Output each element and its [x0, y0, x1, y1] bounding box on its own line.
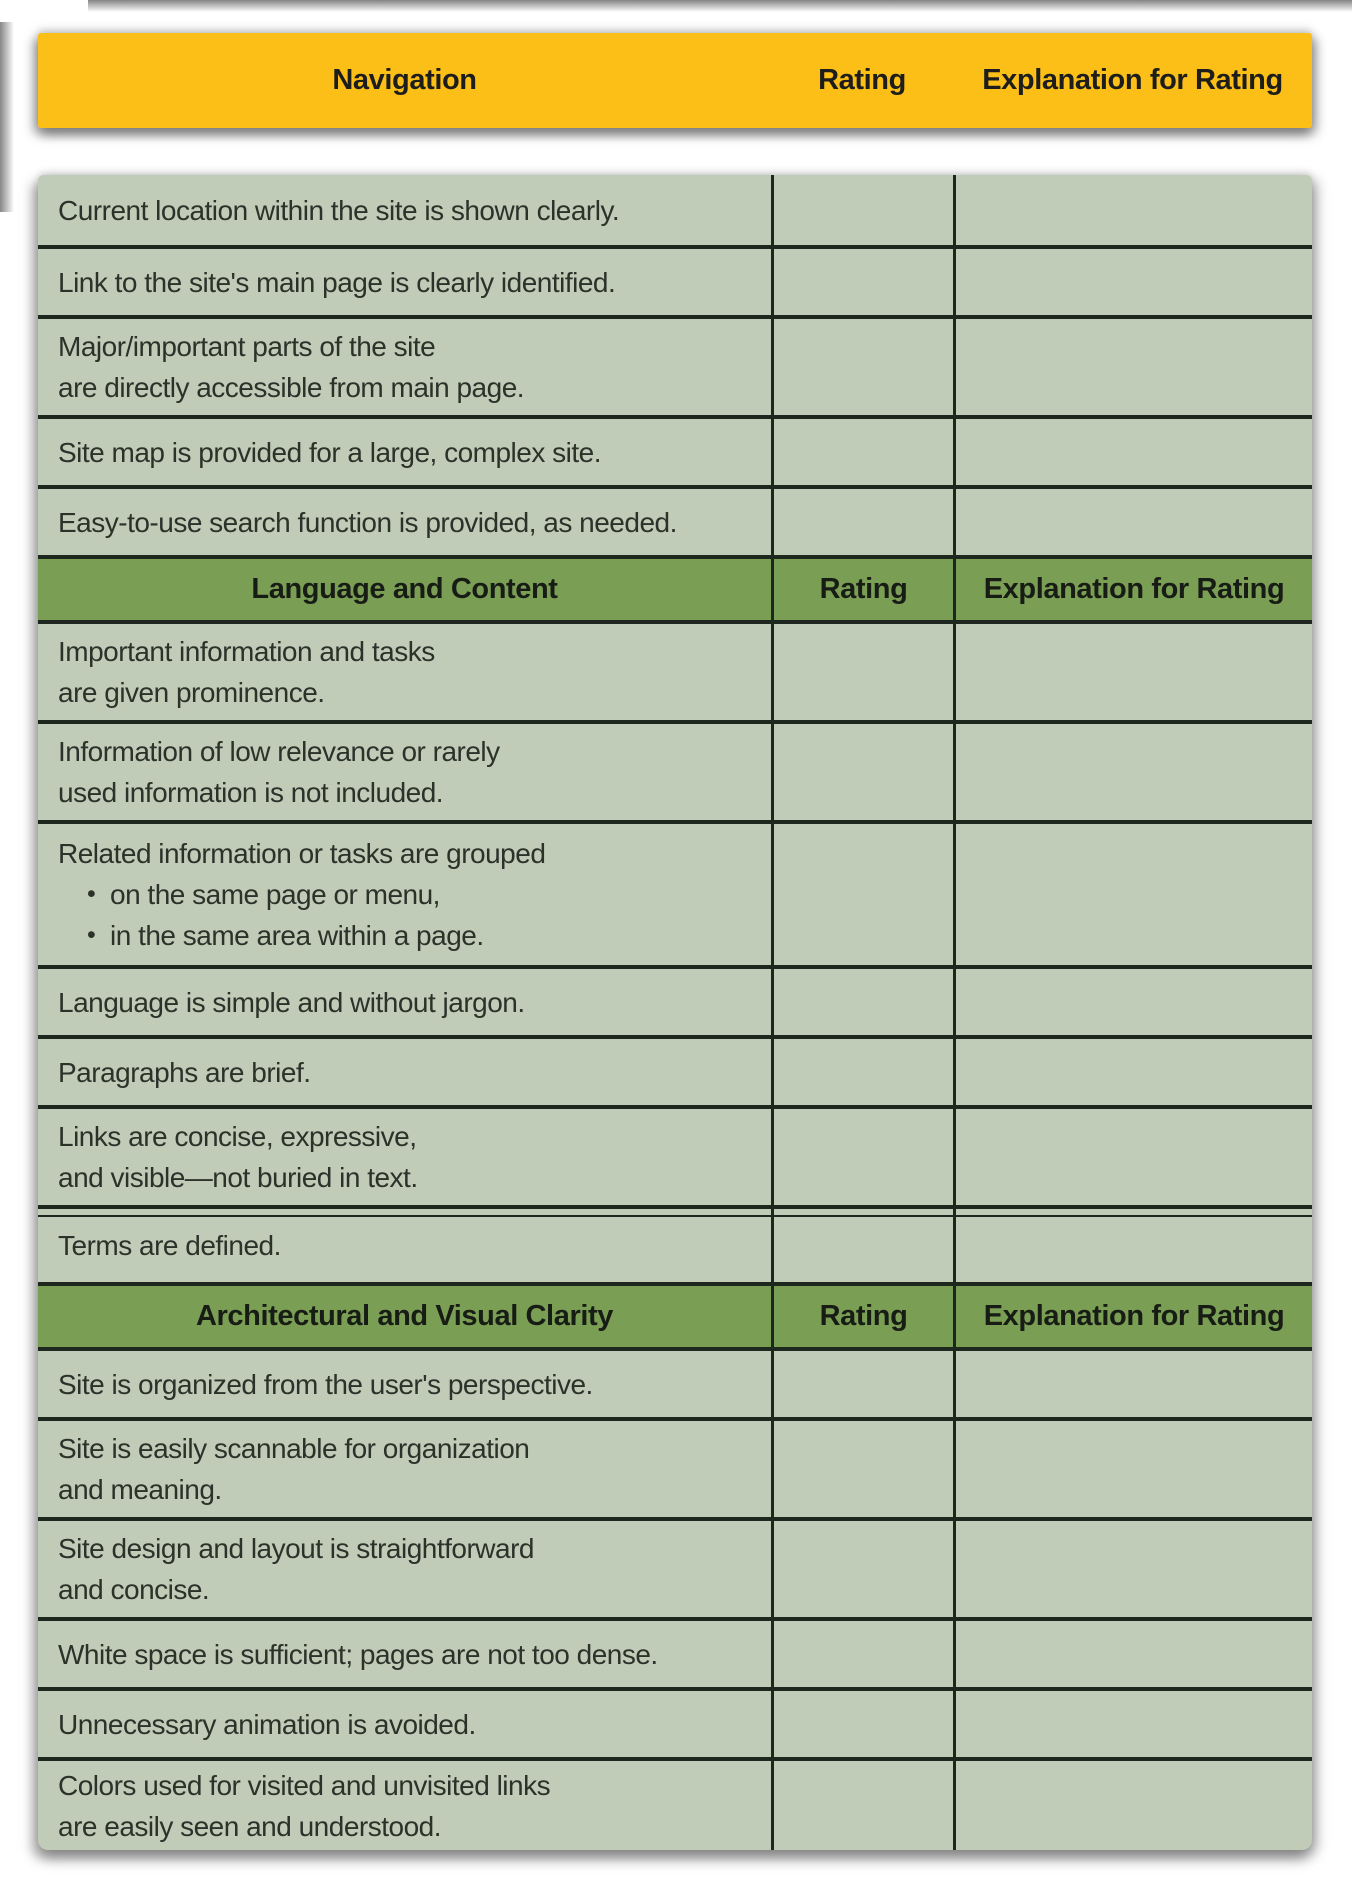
criterion-cell [38, 1521, 771, 1617]
explanation-cell [953, 489, 1312, 555]
criterion-cell [38, 249, 771, 315]
explanation-cell [953, 249, 1312, 315]
table-row [38, 175, 1312, 245]
table-row [38, 620, 1312, 720]
criterion-cell [38, 624, 771, 720]
rating-cell [771, 824, 953, 965]
table-row [38, 820, 1312, 965]
explanation-cell [953, 1209, 1312, 1282]
criterion-bullet-line: • on the same page or menu, [58, 874, 763, 915]
criterion-text-line: Site is easily scannable for organization [58, 1433, 530, 1464]
criterion-text-line: Current location within the site is shown clearly. [58, 194, 620, 226]
rating-cell [771, 969, 953, 1035]
section-rating-label: Rating [771, 1286, 953, 1347]
table-row [38, 1105, 1312, 1205]
table-row [38, 720, 1312, 820]
criterion-cell [38, 1039, 771, 1105]
rating-cell [771, 249, 953, 315]
criterion-text-line: Major/important parts of the site [58, 331, 436, 362]
section-title: Language and Content [251, 573, 558, 605]
criterion-cell [38, 1621, 771, 1687]
criterion-cell [38, 419, 771, 485]
checklist-table [38, 175, 1312, 1850]
criterion-cell [38, 969, 771, 1035]
explanation-cell [953, 1621, 1312, 1687]
explanation-cell [953, 175, 1312, 245]
table-row [38, 1417, 1312, 1517]
table-banner [38, 33, 1312, 128]
criterion-text-line: Site map is provided for a large, complex site. [58, 436, 601, 468]
table-row [38, 1757, 1312, 1850]
table-row [38, 965, 1312, 1035]
criterion-text-line: are easily seen and understood. [58, 1810, 441, 1842]
criterion-text-line: and visible—not buried in text. [58, 1162, 418, 1193]
explanation-cell [953, 969, 1312, 1035]
section-explanation-label: Explanation for Rating [953, 1286, 1312, 1347]
criterion-cell [38, 724, 771, 820]
criterion-text-line: Unnecessary animation is avoided. [58, 1708, 476, 1740]
table-row [38, 485, 1312, 555]
banner-navigation-label: Navigation [332, 64, 477, 96]
criterion-cell [38, 1421, 771, 1517]
cropped-shadow-left [0, 22, 14, 212]
rating-cell [771, 1691, 953, 1757]
criterion-text-line: Information of low relevance or rarely [58, 736, 500, 767]
explanation-cell [953, 624, 1312, 720]
rating-cell [771, 1209, 953, 1282]
criterion-cell [38, 1351, 771, 1417]
section-header-row [38, 555, 1312, 620]
criterion-text-line: Important information and tasks [58, 636, 435, 667]
explanation-cell [953, 1351, 1312, 1417]
criterion-text-line: Link to the site's main page is clearly identified. [58, 266, 616, 298]
criterion-cell [38, 489, 771, 555]
criterion-cell [38, 1691, 771, 1757]
rating-cell [771, 1109, 953, 1205]
criterion-text-line: Colors used for visited and unvisited links [58, 1769, 551, 1801]
explanation-cell [953, 319, 1312, 415]
criterion-cell [38, 824, 771, 965]
section-rating-label: Rating [771, 559, 953, 620]
criterion-text-line: Terms are defined. [58, 1230, 281, 1261]
criterion-cell [38, 1761, 771, 1850]
explanation-cell [953, 1521, 1312, 1617]
criterion-text-line: used information is not included. [58, 777, 444, 808]
rating-cell [771, 724, 953, 820]
criterion-bullet-line: • in the same area within a page. [58, 915, 763, 956]
criterion-text-line: Site is organized from the user's perspective. [58, 1368, 593, 1400]
criterion-text-line: Site design and layout is straightforward [58, 1533, 534, 1564]
table-row [38, 245, 1312, 315]
criterion-text-line: and concise. [58, 1574, 210, 1605]
table-row [38, 1687, 1312, 1757]
criterion-text-line: are given prominence. [58, 677, 325, 708]
criterion-cell [38, 1209, 771, 1282]
criterion-cell [38, 175, 771, 245]
rating-cell [771, 319, 953, 415]
criterion-text-line: Language is simple and without jargon. [58, 986, 525, 1018]
explanation-cell [953, 1691, 1312, 1757]
rating-cell [771, 1421, 953, 1517]
table-row [38, 1205, 1312, 1282]
table-row [38, 1035, 1312, 1105]
explanation-cell [953, 824, 1312, 965]
explanation-cell [953, 724, 1312, 820]
table-row [38, 1617, 1312, 1687]
rating-cell [771, 1039, 953, 1105]
rating-cell [771, 489, 953, 555]
table-row [38, 415, 1312, 485]
criterion-text-line: Paragraphs are brief. [58, 1056, 311, 1088]
explanation-cell [953, 1421, 1312, 1517]
rating-cell [771, 1761, 953, 1850]
cropped-shadow-top [88, 0, 1352, 12]
table-row [38, 1347, 1312, 1417]
section-explanation-label: Explanation for Rating [953, 559, 1312, 620]
criterion-text-line: are directly accessible from main page. [58, 372, 525, 403]
criterion-text-line: and meaning. [58, 1474, 222, 1505]
rating-cell [771, 1351, 953, 1417]
rating-cell [771, 1521, 953, 1617]
explanation-cell [953, 1109, 1312, 1205]
explanation-cell [953, 1761, 1312, 1850]
criterion-text-line: Related information or tasks are grouped [58, 838, 546, 869]
criterion-text-line: Links are concise, expressive, [58, 1121, 417, 1152]
section-header-row [38, 1282, 1312, 1347]
rating-cell [771, 175, 953, 245]
banner-rating-label: Rating [818, 64, 906, 96]
section-title: Architectural and Visual Clarity [196, 1300, 613, 1332]
banner-explanation-label: Explanation for Rating [982, 64, 1283, 96]
rating-cell [771, 1621, 953, 1687]
explanation-cell [953, 419, 1312, 485]
explanation-cell [953, 1039, 1312, 1105]
criterion-text-line: White space is sufficient; pages are not too dense. [58, 1638, 658, 1670]
table-row [38, 315, 1312, 415]
rating-cell [771, 624, 953, 720]
criterion-cell [38, 1109, 771, 1205]
criterion-cell [38, 319, 771, 415]
criterion-text-line: Easy-to-use search function is provided, as needed. [58, 506, 677, 538]
rating-cell [771, 419, 953, 485]
table-row [38, 1517, 1312, 1617]
